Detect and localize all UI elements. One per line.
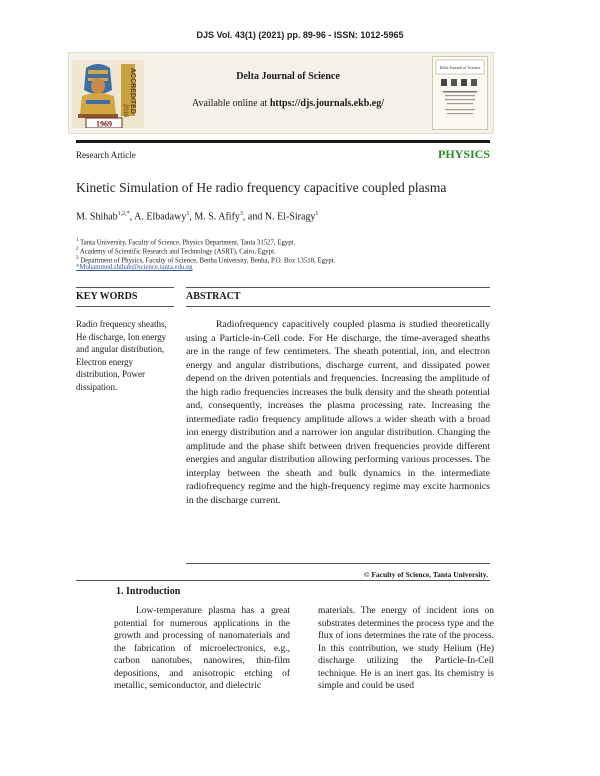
keywords-heading: KEY WORDS [76,291,138,302]
intro-left-column: Low-temperature plasma has a great potential for numerous applications in the growth and processing of nanomaterials and the fabrication of microelectronics, e.g., carbon nanotubes, nanowires, thin-film depositions, and anisotropic etching of metallic, semiconductor, and dielectric [114,606,290,691]
subject-label: PHYSICS [437,147,490,161]
author-name: A. Elbadawy [134,211,187,223]
affiliation: $^1$ Tanta University, Faculty of Science, Physics Department, Tanta 31527, Egypt. [76,238,296,247]
abstract-text: Radiofrequency capacitively coupled plasma is studied theoretically using a Particle-in-Cell code. For He discharge, the time-averaged sheaths are in the range of few centimeters. The sheath potential, ion, and electron energy and angular distributions, discharge current, and dissipated power depend on the driven potentials and frequencies. Increasing the amplitude of the high radio frequencies increases the bulk density and the sheath potential and, consequently, increases the plasma processing rate. Increasing the intermediate radio frequency amplitude allows a wider sheath with a broad ion energy distribution and a narrower ion angular distribution. Changing the amplitude and the phase shift between driven frequencies provide different energies and angular distribution allowing performing various processes. The interplay between the sheath and bulk dynamics in the intermediate radiofrequency regime and the high-frequency regime may excite harmonics in the discharge current. [186,319,490,506]
abstract-top-rule [186,287,490,288]
cover-title-text: Delta Journal of Science [439,65,481,70]
header-divider [76,140,490,143]
journal-logo [72,60,144,128]
copyright-notice: © Faculty of Science, Tanta University. [363,570,488,579]
journal-cover-icon [433,57,487,129]
intro-right-column: materials. The energy of incident ions on substrates determines the process type and the flux of ions determines the rate of the process. In this contribution, we study Helium (He) discharge utilizing the Particle-In-Cell technique. He is an inert gas. Its chemistry is simple and could be used [318,606,494,691]
author-name: N. El-Siragy [264,211,316,223]
article-type: Research Article [76,150,136,160]
logo-badge-year: 2016 [122,104,128,118]
keywords-top-rule [76,287,174,288]
author-affil-mark: 1 [186,211,190,217]
intro-divider [76,580,490,581]
journal-url-line [160,98,416,109]
journal-cover-thumbnail [432,56,488,130]
keywords-bottom-rule [76,306,174,307]
paper-title: Kinetic Simulation of He radio frequency capacitive coupled plasma [76,180,447,195]
journal-url-link[interactable]: https://djs.journals.ekb.eg/ [269,98,385,109]
affiliation: $^3$ Department of Physics, Faculty of Science, Benha University, Benha, P.O. Box 13518, Egypt. [76,256,336,265]
section-heading-introduction: 1. Introduction [116,586,181,597]
journal-url-prefix: Available online at [191,98,270,109]
abstract-heading: ABSTRACT [186,291,241,302]
author-name: M. Shihab [76,211,118,223]
journal-title: Delta Journal of Science [236,71,340,82]
logo-badge-text: ACCREDITED [129,68,136,114]
author-list: M. Shihab$^{1,2,*}$, A. Elbadawy$^1$, M. S. Afify$^3$, and N. El-Siragy$^1$ [76,211,319,223]
author-name: M. S. Afify [194,211,240,223]
abstract-bottom-rule [186,306,490,307]
journal-header: DJS Vol. 43(1) (2021) pp. 89-96 - ISSN: 1012-5965 [196,30,404,40]
author-affil-mark: 1 [315,211,319,217]
abstract-end-rule [186,563,490,564]
keywords-text: Radio frequency sheaths, He discharge, Ion energy and angular distribution, Electron energy distribution, Power dissipation. [76,319,167,392]
affiliation: $^2$ Academy of Scientific Research and Technology (ASRT), Cairo, Egypt. [76,247,276,256]
author-affil-mark: 1,2,* [117,211,130,217]
logo-year: 1969 [96,119,112,128]
author-affil-mark: 3 [239,211,243,217]
pharaoh-logo-icon [72,60,144,128]
corresponding-email-link[interactable]: *Mohammed.shihab@science.tanta.edu.eg [76,264,193,271]
